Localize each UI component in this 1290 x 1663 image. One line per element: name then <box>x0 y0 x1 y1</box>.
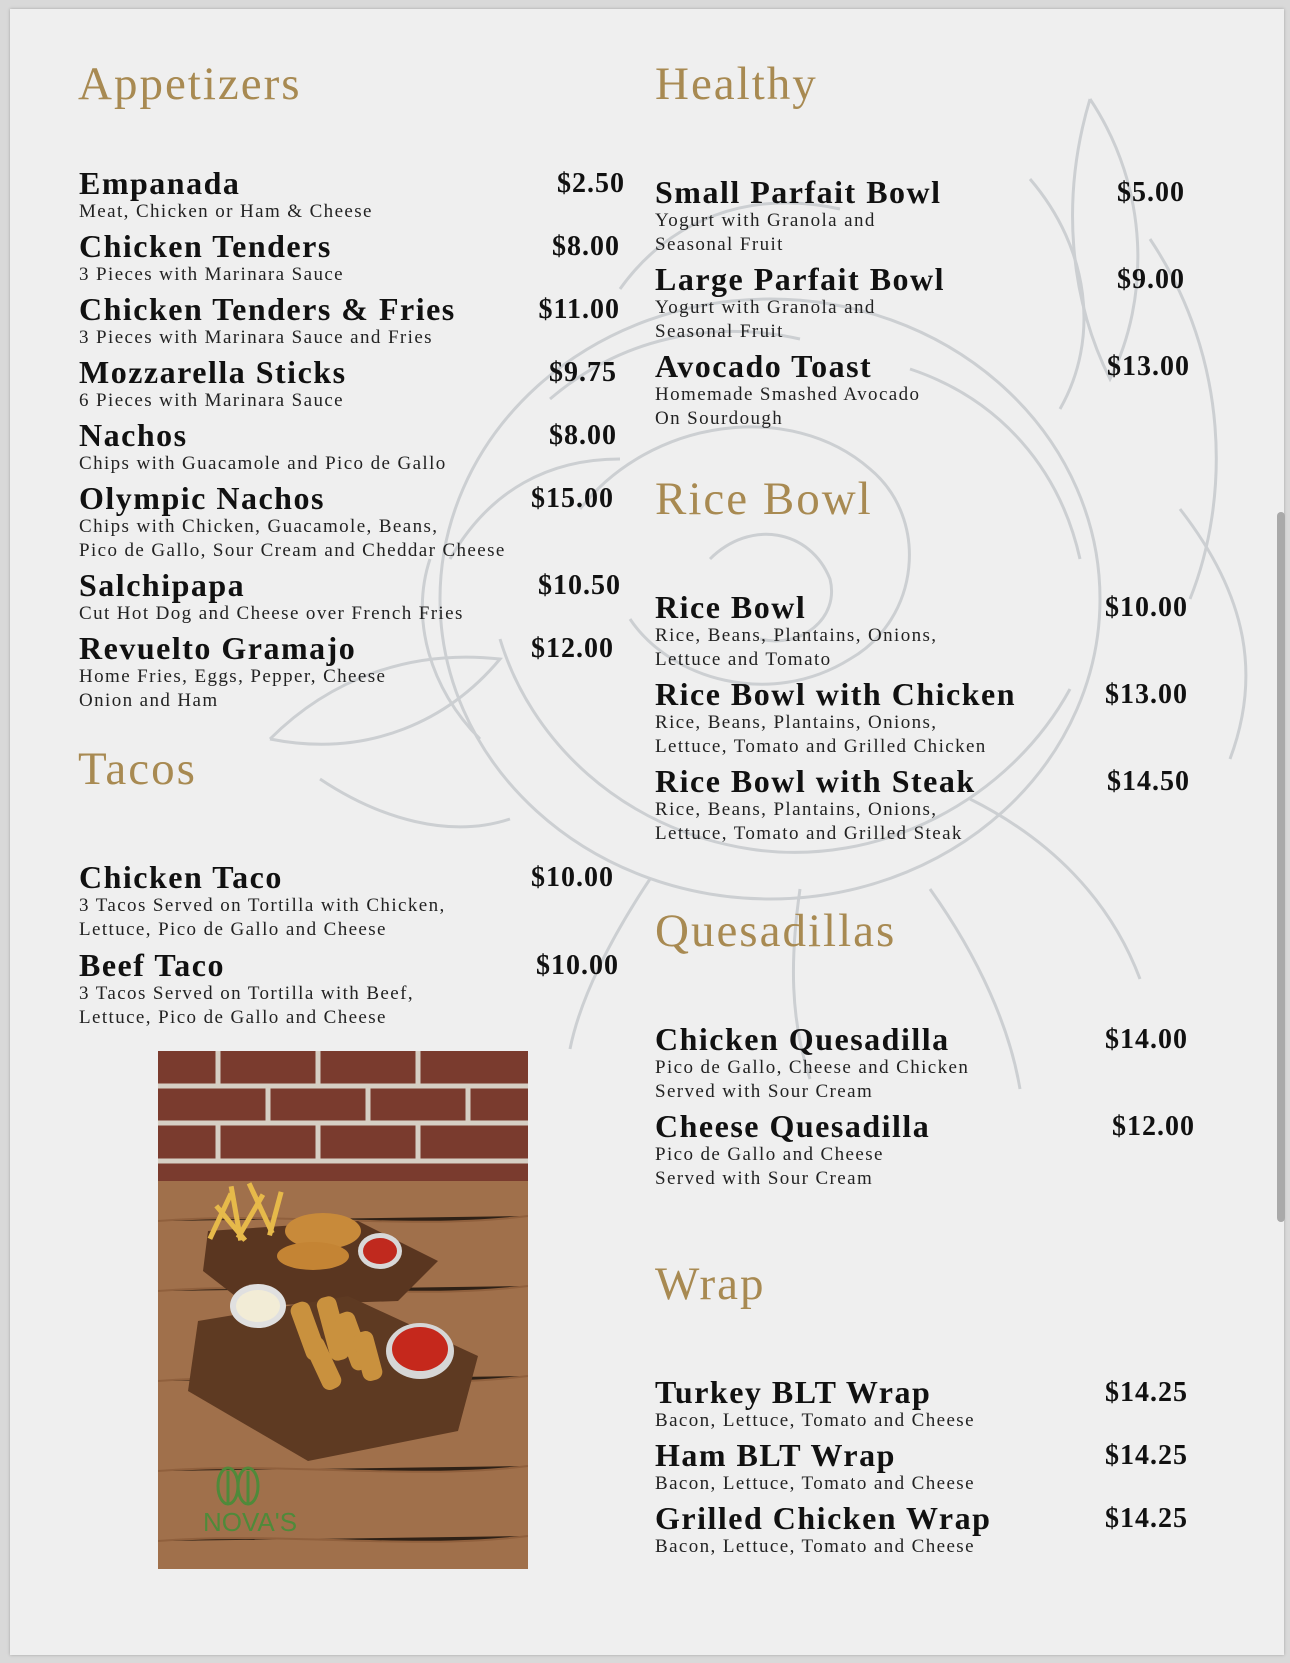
item-name: Large Parfait Bowl <box>655 261 946 297</box>
menu-item <box>79 948 619 1030</box>
item-name: Mozzarella Sticks <box>79 354 347 390</box>
scrollbar-thumb[interactable] <box>1277 512 1285 1222</box>
item-description: Bacon, Lettuce, Tomato and Cheese <box>655 1410 975 1431</box>
item-description: Chips with Guacamole and Pico de Gallo <box>79 453 447 474</box>
item-price: $11.00 <box>538 294 620 325</box>
item-description: Chips with Chicken, Guacamole, Beans, Pico de Gallo, Sour Cream and Cheddar Cheese <box>79 516 506 561</box>
item-name: Chicken Taco <box>79 859 283 895</box>
item-name: Nachos <box>79 417 188 453</box>
item-price: $13.00 <box>1105 679 1188 710</box>
item-price: $10.50 <box>538 570 621 601</box>
food-photo-illustration <box>158 1051 528 1569</box>
item-name: Chicken Tenders & Fries <box>79 291 456 327</box>
item-price: $8.00 <box>549 420 617 451</box>
item-price: $12.00 <box>1112 1111 1195 1142</box>
item-price: $5.00 <box>1117 177 1185 208</box>
item-name: Empanada <box>79 165 241 201</box>
menu-item <box>655 1109 1195 1191</box>
item-name: Beef Taco <box>79 947 225 983</box>
section-title-quesadillas: Quesadillas <box>655 905 897 957</box>
menu-item <box>655 764 1190 846</box>
item-name: Rice Bowl with Steak <box>655 763 976 799</box>
item-price: $8.00 <box>552 231 620 262</box>
menu-item <box>655 1501 1188 1559</box>
item-description: Rice, Beans, Plantains, Onions, Lettuce, Tomato and Grilled Steak <box>655 799 963 844</box>
item-name: Rice Bowl with Chicken <box>655 676 1016 712</box>
menu-item <box>79 568 621 626</box>
item-description: 3 Tacos Served on Tortilla with Chicken, Lettuce, Pico de Gallo and Cheese <box>79 895 446 940</box>
menu-item <box>79 166 625 224</box>
item-name: Revuelto Gramajo <box>79 630 357 666</box>
item-price: $10.00 <box>1105 592 1188 623</box>
menu-item <box>79 355 617 413</box>
item-description: 3 Tacos Served on Tortilla with Beef, Lettuce, Pico de Gallo and Cheese <box>79 983 414 1028</box>
item-price: $15.00 <box>531 483 614 514</box>
item-price: $2.50 <box>557 168 625 199</box>
item-price: $14.25 <box>1105 1503 1188 1534</box>
section-title-tacos: Tacos <box>78 743 197 795</box>
item-price: $9.75 <box>549 357 617 388</box>
item-description: Homemade Smashed Avocado On Sourdough <box>655 384 921 429</box>
menu-page <box>10 9 1284 1655</box>
menu-item <box>655 175 1185 257</box>
item-description: Rice, Beans, Plantains, Onions, Lettuce and Tomato <box>655 625 938 670</box>
item-price: $14.00 <box>1105 1024 1188 1055</box>
item-name: Salchipapa <box>79 567 246 603</box>
item-price: $10.00 <box>531 862 614 893</box>
item-name: Grilled Chicken Wrap <box>655 1500 992 1536</box>
item-description: Bacon, Lettuce, Tomato and Cheese <box>655 1536 975 1557</box>
section-title-healthy: Healthy <box>655 58 818 110</box>
item-price: $12.00 <box>531 633 614 664</box>
item-description: 3 Pieces with Marinara Sauce and Fries <box>79 327 433 348</box>
scrollbar[interactable] <box>1276 0 1288 1663</box>
item-description: Home Fries, Eggs, Pepper, Cheese Onion and Ham <box>79 666 387 711</box>
item-description: Meat, Chicken or Ham & Cheese <box>79 201 373 222</box>
item-description: Pico de Gallo and Cheese Served with Sour Cream <box>655 1144 884 1189</box>
menu-item <box>655 1022 1188 1104</box>
item-price: $13.00 <box>1107 351 1190 382</box>
nova-logo-text: NOVA'S <box>203 1507 298 1537</box>
item-name: Small Parfait Bowl <box>655 174 942 210</box>
item-name: Ham BLT Wrap <box>655 1437 896 1473</box>
item-price: $14.50 <box>1107 766 1190 797</box>
item-description: Yogurt with Granola and Seasonal Fruit <box>655 210 876 255</box>
menu-item <box>79 481 614 563</box>
item-description: Rice, Beans, Plantains, Onions, Lettuce, Tomato and Grilled Chicken <box>655 712 987 757</box>
menu-item <box>655 590 1188 672</box>
item-name: Cheese Quesadilla <box>655 1108 931 1144</box>
section-title-appetizers: Appetizers <box>78 58 302 110</box>
menu-item <box>655 1438 1188 1496</box>
menu-item <box>79 860 614 942</box>
menu-item <box>655 1375 1188 1433</box>
item-name: Rice Bowl <box>655 589 807 625</box>
menu-item <box>655 262 1185 344</box>
item-description: 6 Pieces with Marinara Sauce <box>79 390 345 411</box>
item-description: Bacon, Lettuce, Tomato and Cheese <box>655 1473 975 1494</box>
item-name: Olympic Nachos <box>79 480 325 516</box>
item-name: Avocado Toast <box>655 348 873 384</box>
section-title-wrap: Wrap <box>655 1258 766 1310</box>
menu-item <box>655 349 1190 431</box>
item-description: Cut Hot Dog and Cheese over French Fries <box>79 603 464 624</box>
item-price: $14.25 <box>1105 1377 1188 1408</box>
menu-item <box>655 677 1188 759</box>
food-photo <box>158 1051 528 1569</box>
menu-item <box>79 418 617 476</box>
item-name: Chicken Tenders <box>79 228 332 264</box>
item-price: $9.00 <box>1117 264 1185 295</box>
item-name: Chicken Quesadilla <box>655 1021 950 1057</box>
item-description: 3 Pieces with Marinara Sauce <box>79 264 345 285</box>
item-price: $10.00 <box>536 950 619 981</box>
section-title-rice-bowl: Rice Bowl <box>655 473 873 525</box>
item-description: Yogurt with Granola and Seasonal Fruit <box>655 297 876 342</box>
item-description: Pico de Gallo, Cheese and Chicken Served with Sour Cream <box>655 1057 970 1102</box>
menu-item <box>79 292 620 350</box>
menu-item <box>79 631 614 713</box>
item-price: $14.25 <box>1105 1440 1188 1471</box>
item-name: Turkey BLT Wrap <box>655 1374 932 1410</box>
menu-item <box>79 229 620 287</box>
